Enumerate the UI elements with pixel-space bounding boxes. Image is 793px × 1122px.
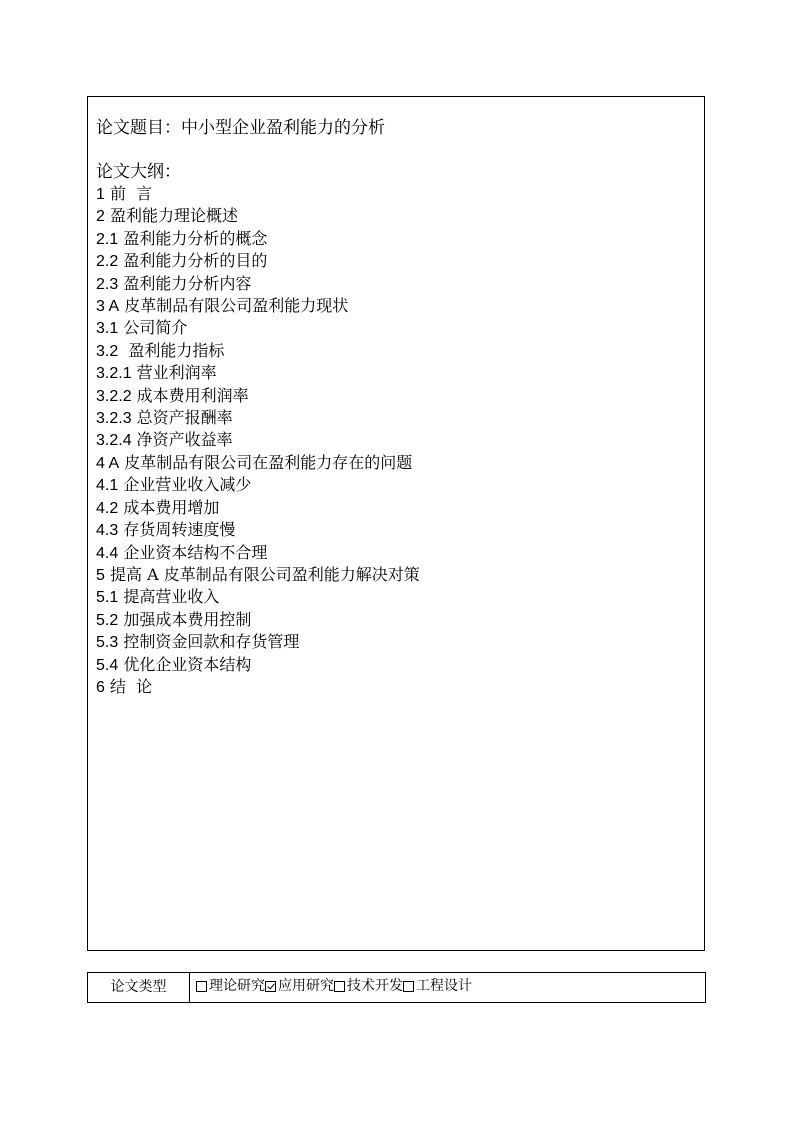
outline-item-number: 5.4	[96, 656, 119, 674]
thesis-type-option[interactable]	[334, 973, 403, 1000]
outline-item-text: 盈利能力分析的概念	[118, 228, 268, 248]
outline-item	[96, 228, 696, 250]
outline-item	[96, 586, 696, 608]
outline-item	[96, 385, 696, 407]
thesis-type-table	[87, 972, 706, 1003]
outline-item	[96, 250, 696, 272]
outline-item	[96, 631, 696, 653]
outline-item-text: 企业营业收入减少	[118, 475, 252, 495]
outline-item	[96, 340, 696, 362]
checkbox-icon[interactable]	[196, 981, 207, 992]
outline-item-text: 盈利能力分析的目的	[118, 251, 268, 271]
outline-item-number: 6	[96, 678, 105, 696]
outline-item-text: 存货周转速度慢	[118, 520, 236, 540]
outline-item-text: 盈利能力指标	[118, 340, 225, 360]
outline-item-text: 皮革制品有限公司盈利能力现状	[119, 296, 349, 316]
outline-item	[96, 429, 696, 451]
thesis-type-label: 论文类型	[88, 973, 190, 1003]
thesis-type-options-cell	[190, 973, 706, 1003]
outline-item-text: 营业利润率	[131, 363, 217, 383]
thesis-type-option[interactable]	[403, 973, 472, 1000]
outline-item-number: 3.1	[96, 320, 119, 338]
outline-item-number: 3.2.1	[96, 365, 132, 383]
thesis-title: 论文题目：中小型企业盈利能力的分析	[96, 118, 385, 138]
outline-item-number: 4.3	[96, 522, 119, 540]
outline-item	[96, 362, 696, 384]
outline-box	[87, 96, 705, 951]
spacer	[96, 139, 696, 161]
outline-item-number: 2.2	[96, 253, 119, 271]
outline-item-number: 1	[96, 186, 105, 203]
outline-item-number: 3.2	[96, 342, 119, 360]
outline-item-number: 5.3	[96, 634, 119, 652]
outline-item-text: 成本费用增加	[118, 497, 220, 517]
outline-item-text: 前 言	[104, 184, 153, 203]
outline-item-number: 4.4	[96, 544, 119, 562]
outline-item-text: 总资产报酬率	[131, 408, 233, 428]
outline-item-number: 4 A	[96, 454, 120, 472]
thesis-type-option[interactable]	[196, 973, 265, 1000]
thesis-type-option-label: 理论研究	[209, 978, 265, 994]
outline-item-number: 2	[96, 208, 105, 226]
outline-item-number: 3.2.4	[96, 432, 132, 450]
outline-item-text: 控制资金回款和存货管理	[118, 632, 300, 652]
outline-item	[96, 564, 696, 586]
outline-item-number: 3.2.3	[96, 410, 132, 428]
outline-item-number: 5.1	[96, 589, 119, 607]
outline-item	[96, 183, 696, 205]
outline-item-text: 盈利能力理论概述	[104, 206, 238, 226]
outline-item-text: 提高 A 皮革制品有限公司盈利能力解决对策	[104, 564, 420, 584]
outline-item-text: 盈利能力分析内容	[118, 273, 252, 293]
outline-item-text: 企业资本结构不合理	[118, 542, 268, 562]
outline-item-number: 4.1	[96, 477, 119, 495]
outline-item	[96, 205, 696, 227]
outline-item	[96, 317, 696, 339]
outline-item-number: 2.1	[96, 230, 119, 248]
outline-item-number: 4.2	[96, 499, 119, 517]
outline-item-number: 3 A	[96, 298, 120, 316]
outline-item-number: 3.2.2	[96, 387, 132, 405]
outline-item	[96, 542, 696, 564]
thesis-type-option-label: 工程设计	[416, 978, 472, 994]
outline-item	[96, 609, 696, 631]
outline-item-number: 2.3	[96, 275, 119, 293]
outline-item	[96, 407, 696, 429]
outline-item-number: 5.2	[96, 611, 119, 629]
outline-item-text: 提高营业收入	[118, 587, 220, 607]
thesis-type-options	[196, 973, 472, 1000]
thesis-type-option[interactable]	[265, 973, 334, 1000]
checkbox-icon[interactable]	[403, 981, 414, 992]
outline-item-text: 成本费用利润率	[131, 385, 249, 405]
outline-item	[96, 273, 696, 295]
outline-item	[96, 474, 696, 496]
outline-item-text: 公司简介	[118, 318, 188, 338]
outline-heading: 论文大纲：	[96, 162, 181, 182]
outline-item-text: 净资产收益率	[131, 430, 233, 450]
outline-item	[96, 519, 696, 541]
checked-box-icon[interactable]	[265, 981, 276, 992]
thesis-type-option-label: 应用研究	[278, 978, 334, 994]
outline-item-text: 皮革制品有限公司在盈利能力存在的问题	[119, 452, 413, 472]
thesis-type-option-label: 技术开发	[347, 978, 403, 994]
outline-item	[96, 497, 696, 519]
outline-item-text: 结 论	[104, 676, 153, 696]
outline-item-number: 5	[96, 566, 105, 584]
outline-item-text: 加强成本费用控制	[118, 609, 252, 629]
outline-item-text: 优化企业资本结构	[118, 654, 252, 674]
outline-item	[96, 452, 696, 474]
checkbox-icon[interactable]	[334, 981, 345, 992]
thesis-type-row	[88, 973, 706, 1003]
outline-list	[96, 183, 696, 698]
outline-item	[96, 676, 696, 698]
outline-item	[96, 295, 696, 317]
outline-item	[96, 654, 696, 676]
